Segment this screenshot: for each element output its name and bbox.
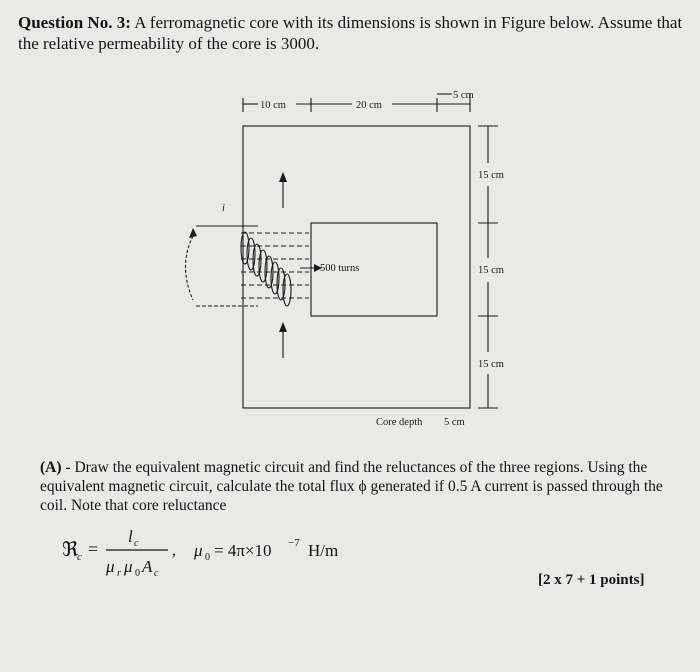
dim-10cm: 10 cm xyxy=(260,100,286,111)
current-label: i xyxy=(222,203,225,214)
mu0-symbol: μ xyxy=(194,541,203,560)
dim-right-middle: 15 cm xyxy=(478,265,504,276)
question-number: Question No. 3: xyxy=(18,13,131,32)
dim-20cm: 20 cm xyxy=(356,100,382,111)
part-a xyxy=(40,458,680,515)
formula-den-sub2: 0 xyxy=(135,568,140,579)
formula-den-sub3: c xyxy=(154,568,159,579)
dim-5cm: 5 cm xyxy=(453,90,474,101)
coil-label: 500 turns xyxy=(320,263,360,274)
formula-lhs: ℜ xyxy=(62,539,79,561)
core-depth-label: Core depth xyxy=(376,417,423,428)
dim-right-top: 15 cm xyxy=(478,170,504,181)
part-a-label: (A) xyxy=(40,459,62,476)
part-a-text: - Draw the equivalent magnetic circuit and find the reluctances of the three regions. Using the equivalent magnetic circuit, calculate the total flux ϕ generated if 0.5 A current is passed through the coil. Note that core reluctance xyxy=(40,459,663,514)
mu0-exp: −7 xyxy=(288,537,300,549)
svg-text:=: = xyxy=(88,539,99,559)
formula-den-sub1: r xyxy=(117,568,121,579)
question-text: A ferromagnetic core with its dimensions is shown in Figure below. Assume that the relative permeability of the core is 3000. xyxy=(18,13,683,53)
mu0-unit: H/m xyxy=(308,541,339,560)
dim-right-bottom: 15 cm xyxy=(478,359,504,370)
mu0-value: = 4π×10 xyxy=(214,541,272,560)
points-label: [2 x 7 + 1 points] xyxy=(538,572,645,588)
formula-den-A: A xyxy=(142,557,153,576)
formula-den-mu0: μ xyxy=(124,557,133,576)
formula-numerator-sub: c xyxy=(134,538,139,549)
mu0-sub: 0 xyxy=(205,552,210,563)
formula-lhs-sub: c xyxy=(77,551,82,563)
coil xyxy=(241,232,309,306)
formula-den-mu: μ xyxy=(106,557,115,576)
core-depth-value: 5 cm xyxy=(444,417,465,428)
reluctance-formula xyxy=(62,528,462,588)
svg-text:,: , xyxy=(172,542,176,559)
formula-numerator: l xyxy=(128,528,133,546)
